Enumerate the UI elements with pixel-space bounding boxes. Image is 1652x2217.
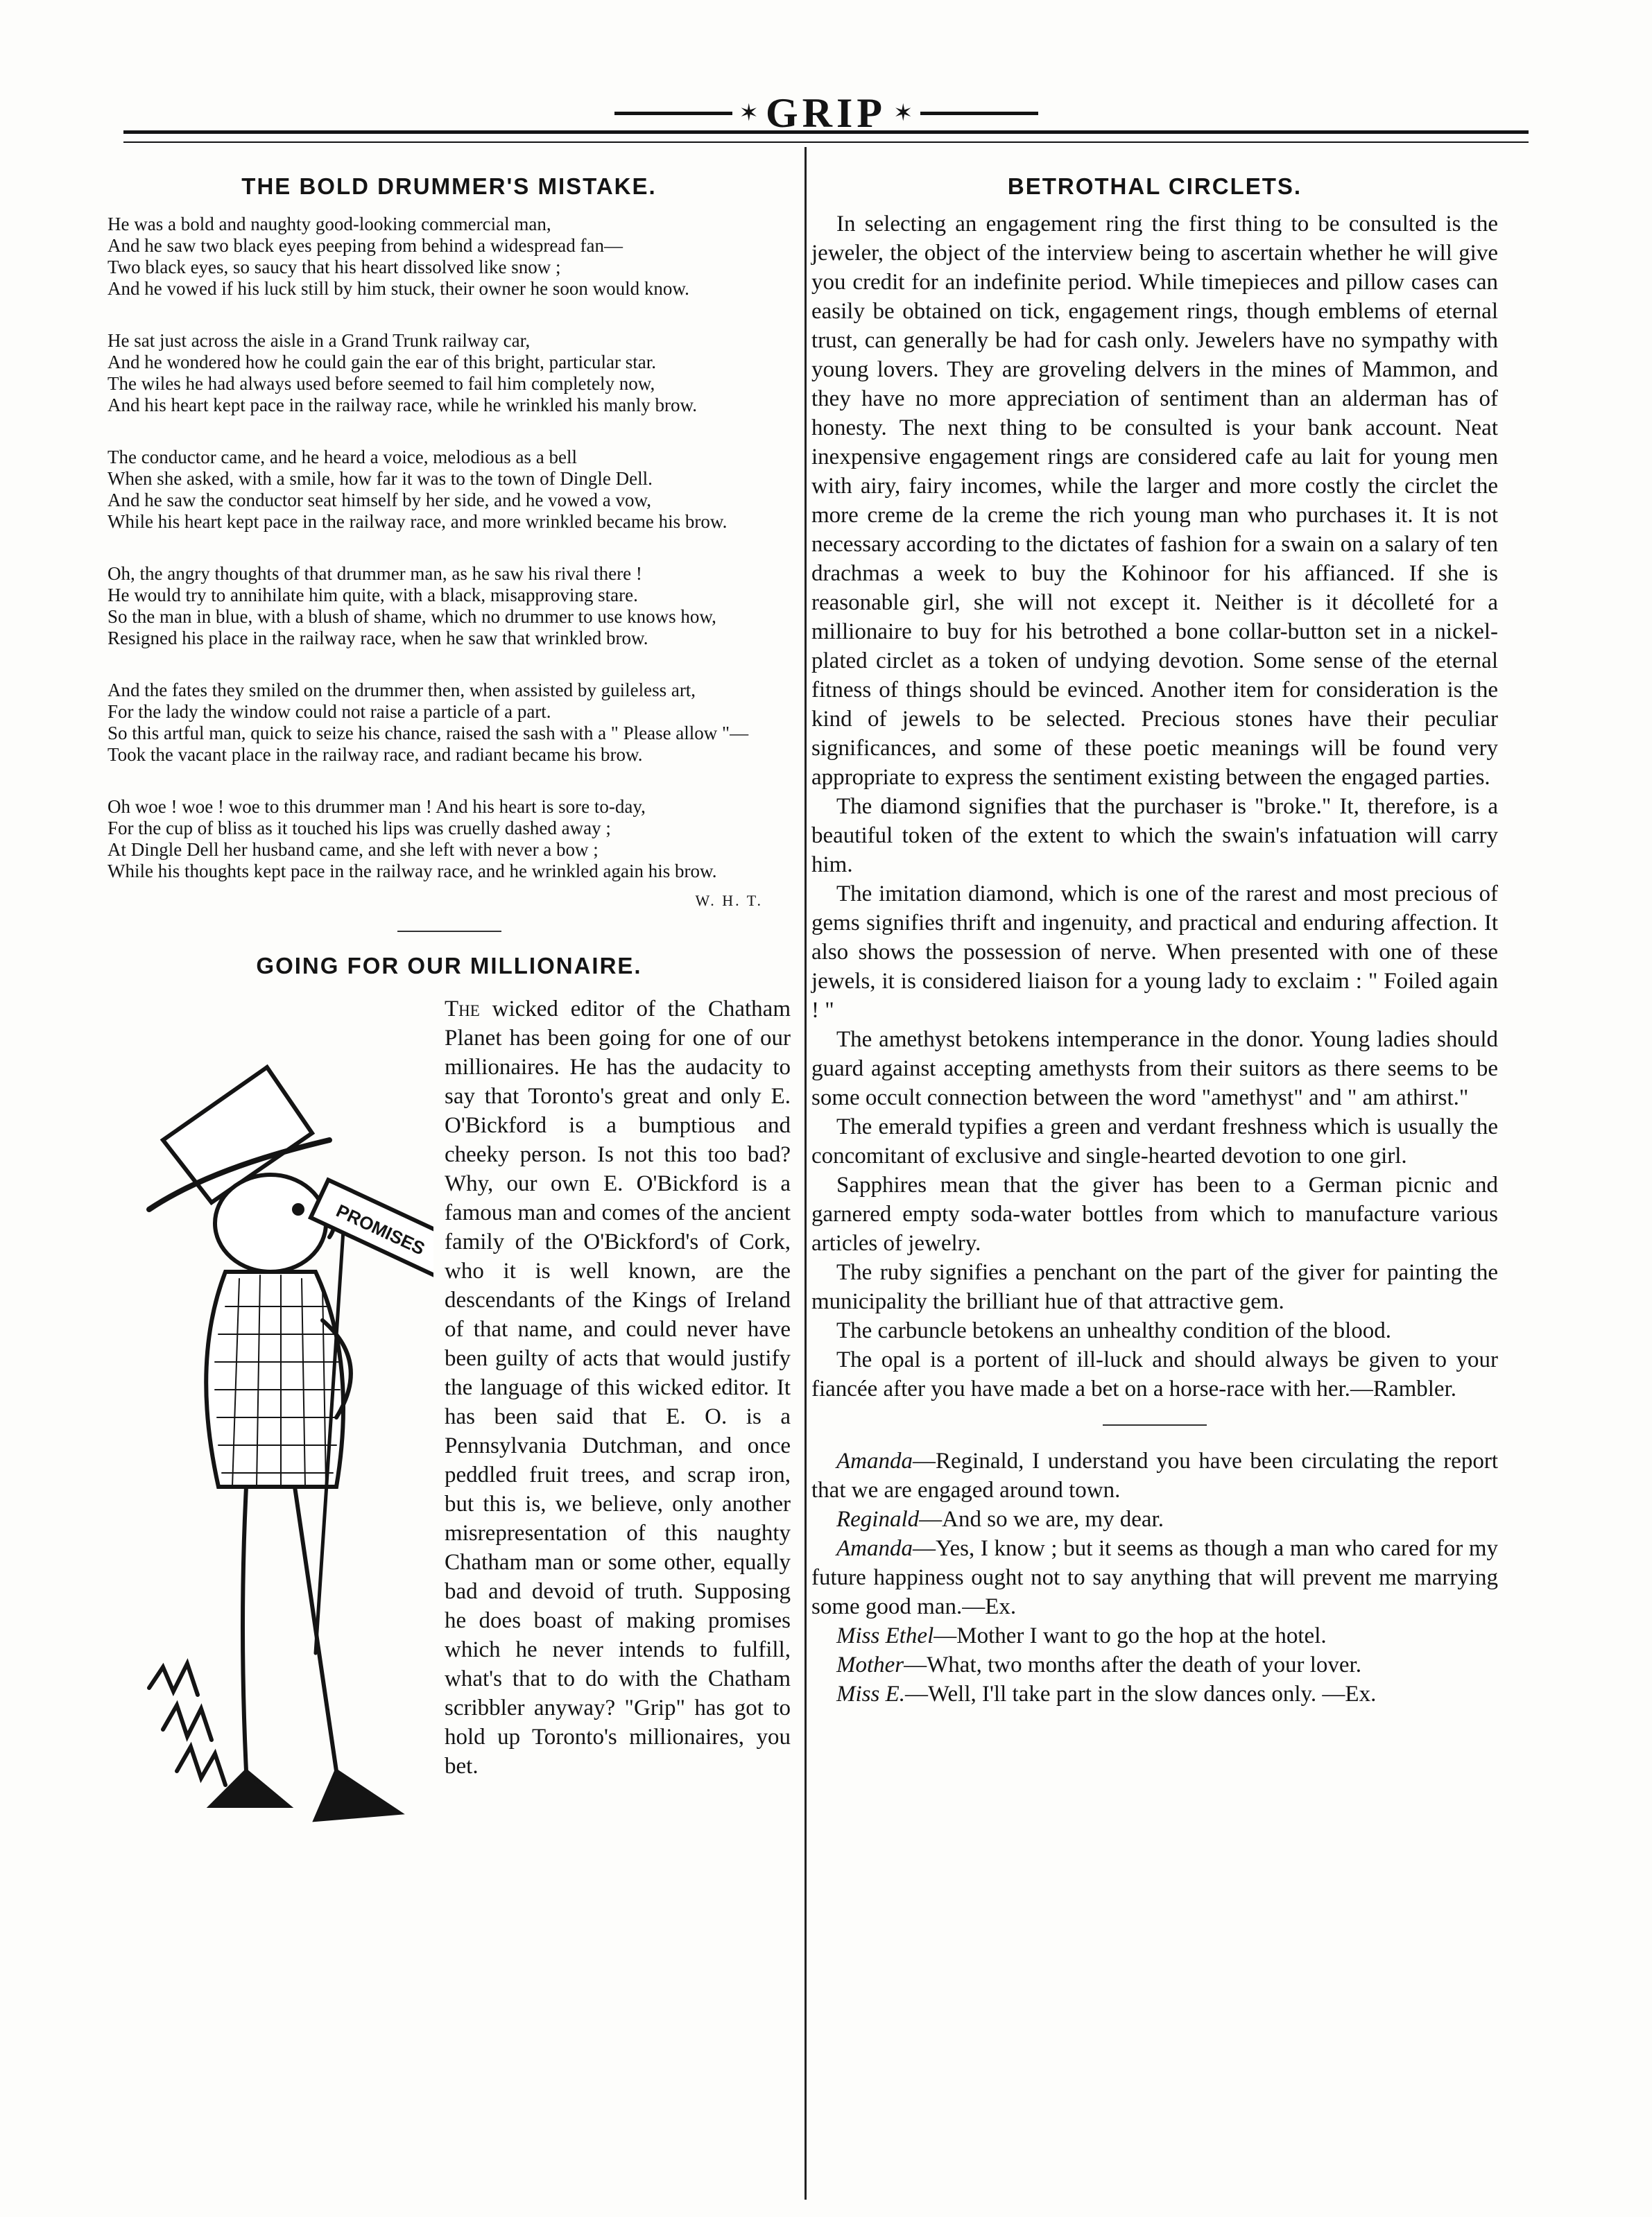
section-separator xyxy=(397,931,501,932)
dialogue-speaker: Miss E. xyxy=(836,1682,905,1707)
poem-title: THE BOLD DRUMMER'S MISTAKE. xyxy=(241,173,657,199)
cartoon-illustration xyxy=(107,1001,433,1924)
poem-line: And he vowed if his luck still by him stuck, their owner he soon would know. xyxy=(107,278,689,299)
dialogue-speaker: Amanda xyxy=(836,1449,913,1474)
poem-signature: W. H. T. xyxy=(695,892,763,909)
article-paragraph: Sapphires mean that the giver has been to a German picnic and garnered empty soda-water bottles from which to manufacture various articles of jewelry. xyxy=(811,1173,1498,1256)
poem-line: And the fates they smiled on the drummer then, when assisted by guileless art, xyxy=(107,680,696,700)
article-paragraph: The opal is a portent of ill-luck and should always be given to your fiancée after you have made a bet on a horse-race with her.—Rambler. xyxy=(811,1347,1498,1401)
poem-stanza xyxy=(107,214,791,300)
poem-stanza xyxy=(107,447,791,533)
poem-line: While his thoughts kept pace in the railway race, and he wrinkled again his brow. xyxy=(107,861,717,881)
dialogue-line xyxy=(811,1447,1498,1505)
article-paragraph: The carbuncle betokens an unhealthy condition of the blood. xyxy=(836,1318,1392,1343)
poem-stanza xyxy=(107,563,791,649)
masthead-rule-right xyxy=(920,112,1038,115)
dialogue-line xyxy=(811,1680,1498,1709)
poem-line: For the lady the window could not raise a particle of a part. xyxy=(107,701,551,722)
left-column xyxy=(107,173,791,1924)
cartoon-figure-icon xyxy=(107,1001,433,1924)
poem-line: While his heart kept pace in the railway race, and more wrinkled became his brow. xyxy=(107,511,728,532)
dialogue-text: —Well, I'll take part in the slow dances only. —Ex. xyxy=(905,1682,1377,1707)
dialogue-line xyxy=(811,1505,1498,1534)
dialogue-text: —And so we are, my dear. xyxy=(919,1507,1164,1532)
masthead-title: GRIP xyxy=(766,89,886,136)
poem-stanza xyxy=(107,330,791,416)
section-separator xyxy=(1103,1424,1207,1426)
poem-line: He sat just across the aisle in a Grand Trunk railway car, xyxy=(107,330,531,351)
poem-line: At Dingle Dell her husband came, and she left with never a bow ; xyxy=(107,839,599,860)
article-paragraph: The diamond signifies that the purchaser is "broke." It, therefore, is a beautiful token of the extent to which the swain's infatuation will carry him. xyxy=(811,794,1498,877)
dialogue-line xyxy=(811,1534,1498,1621)
poem-line: So the man in blue, with a blush of shame, which no drummer to use knows how, xyxy=(107,606,716,627)
poem-line: For the cup of bliss as it touched his lips was cruelly dashed away ; xyxy=(107,818,611,838)
star-icon: ✶ xyxy=(893,101,913,126)
cartoon-sign-label: PROMISES xyxy=(333,1200,429,1259)
poem-line: Took the vacant place in the railway race, and radiant became his brow. xyxy=(107,744,643,765)
article-paragraph: The emerald typifies a green and verdant freshness which is usually the concomitant of exclusive and single-hearted devotion to one girl. xyxy=(811,1114,1498,1168)
poem-line: The conductor came, and he heard a voice, melodious as a bell xyxy=(107,447,577,467)
column-divider xyxy=(805,147,807,2200)
article-title: GOING FOR OUR MILLIONAIRE. xyxy=(256,953,642,978)
dialogue-text: —Reginald, I understand you have been circulating the report that we are engaged around town. xyxy=(811,1449,1498,1503)
article-lead: The xyxy=(445,997,480,1021)
poem-line: And he saw two black eyes peeping from behind a widespread fan— xyxy=(107,235,623,256)
poem-line: And his heart kept pace in the railway race, while he wrinkled his manly brow. xyxy=(107,395,697,415)
poem-line: And he wondered how he could gain the ear of this bright, particular star. xyxy=(107,352,657,372)
poem-line: Resigned his place in the railway race, when he saw that wrinkled brow. xyxy=(107,628,648,648)
poem xyxy=(107,214,791,882)
poem-line: And he saw the conductor seat himself by her side, and he vowed a vow, xyxy=(107,490,652,510)
poem-line: When she asked, with a smile, how far it was to the town of Dingle Dell. xyxy=(107,468,653,489)
dialogue-speaker: Amanda xyxy=(836,1536,913,1561)
header-double-rule xyxy=(123,130,1529,143)
poem-line: Two black eyes, so saucy that his heart dissolved like snow ; xyxy=(107,257,561,277)
poem-line: He would try to annihilate him quite, with a black, misapproving stare. xyxy=(107,585,638,605)
poem-line: He was a bold and naughty good-looking commercial man, xyxy=(107,214,551,234)
poem-stanza xyxy=(107,796,791,882)
article-body: wicked editor of the Chatham Planet has been going for one of our millionaires. He has the audacity to say that Toronto's great and only E. O'Bickford is a bumptious and cheeky person. Is not this too bad? Why, our own E. O'Bickford is a famous man and comes of the ancient family of the O'Bickford's of Cork, who it is well known, are the descendants of the Kings of Ireland of that name, and could never have been guilty of acts that would justify the language of this wicked editor. It has been said that E. O. is a Pennsylvania Dutchman, and once peddled fruit trees, and scrap iron, but this is, we believe, only another misrepresentation of this naughty Chatham man or some other, equally bad and devoid of truth. Supposing he does boast of making promises which he never intends to fulfill, what's that to do with the Chatham scribbler anyway? "Grip" has got to hold up Toronto's millionaires, you bet. xyxy=(445,997,791,1779)
dialogue-speaker: Reginald xyxy=(836,1507,920,1532)
dialogue-line xyxy=(811,1621,1498,1650)
masthead-rule-left xyxy=(614,112,732,115)
dialogue-line xyxy=(811,1650,1498,1680)
poem-line: So this artful man, quick to seize his chance, raised the sash with a " Please allow "— xyxy=(107,723,749,743)
poem-line: The wiles he had always used before seemed to fail him completely now, xyxy=(107,373,655,394)
betrothal-title: BETROTHAL CIRCLETS. xyxy=(1007,173,1302,199)
poem-stanza xyxy=(107,680,791,766)
poem-line: Oh woe ! woe ! woe to this drummer man ! And his heart is sore to-day, xyxy=(107,796,646,817)
article-paragraph: The amethyst betokens intemperance in the donor. Young ladies should guard against accepting amethysts from their suitors as there seems to be some occult connection between the word "amethyst" and " am athirst." xyxy=(811,1027,1498,1110)
article-paragraph: In selecting an engagement ring the first thing to be consulted is the jeweler, the object of the interview being to ascertain whether he will give you credit for an indefinite period. While timepieces and pillow cases can easily be obtained on tick, engagement rings, though emblems of eternal trust, can generally be had for cash only. Jewelers have no sympathy with young lovers. They are groveling delvers in the mines of Mammon, and they have no more appreciation of sentiment than an alderman has of honesty. The next thing to be consulted is your bank account. Neat inexpensive engagement rings are considered cafe au lait for young men with airy, fairy incomes, while the larger and more costly the circlet the more creme de la creme the rich young man who purchases it. It is not necessary according to the dictates of fashion for a swain on a salary of ten drachmas a week to buy the Kohinoor for his affianced. If she is reasonable girl, she will not except it. Neither is it décolleté for a millionaire to buy for his betrothed a bone collar-button set in a nickel-plated circlet as a token of undying devotion. Some sense of the eternal fitness of things should be evinced. Another item for consideration is the kind of jewels to be selected. Precious stones have their peculiar significances, and some of these poetic meanings will be found very appropriate to express the sentiment existing between the engaged parties. xyxy=(811,212,1498,790)
dialogue-text: —Mother I want to go the hop at the hotel. xyxy=(933,1623,1327,1648)
dialogue-text: —Yes, I know ; but it seems as though a man who cared for my future happiness ought not to say anything that will prevent me marrying some good man.—Ex. xyxy=(811,1536,1498,1619)
dialogue-speaker: Miss Ethel xyxy=(836,1623,934,1648)
millionaire-article xyxy=(107,994,791,1781)
article-paragraph: The ruby signifies a penchant on the part of the giver for painting the municipality the brilliant hue of that attractive gem. xyxy=(811,1260,1498,1314)
dialogue-section xyxy=(811,1447,1498,1709)
poem-line: Oh, the angry thoughts of that drummer man, as he saw his rival there ! xyxy=(107,563,642,584)
dialogue-text: —What, two months after the death of your lover. xyxy=(904,1653,1361,1677)
right-column xyxy=(811,173,1498,1709)
article-paragraph: The imitation diamond, which is one of the rarest and most precious of gems signifies thrift and ingenuity, and practical and enduring affection. It also shows the possession of nerve. When presented with one of these jewels, it is considered liaison for a young lady to exclaim : " Foiled again ! " xyxy=(811,881,1498,1023)
dialogue-speaker: Mother xyxy=(836,1653,904,1677)
betrothal-article xyxy=(811,209,1498,1404)
star-icon: ✶ xyxy=(739,101,759,126)
